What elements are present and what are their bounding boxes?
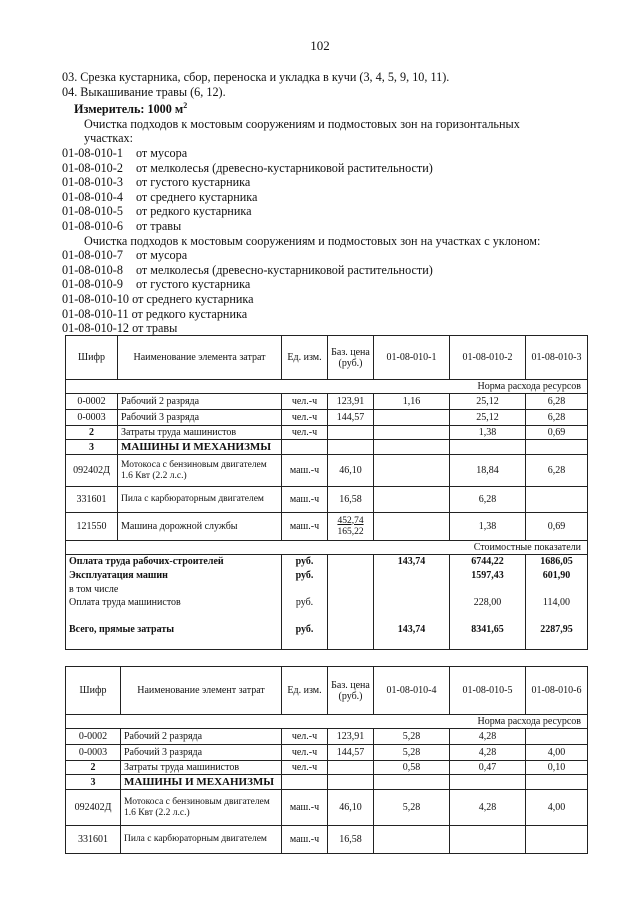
table-cell: чел.-ч	[282, 745, 328, 761]
table-cell	[282, 440, 328, 455]
group1-item: 01-08-010-5 от редкого кустарника	[62, 204, 252, 219]
table-cell: Затраты труда машинистов	[118, 426, 282, 440]
table-cell	[450, 583, 526, 596]
table-cell: 18,84	[450, 455, 526, 487]
table-cell: 121550	[66, 513, 118, 541]
header-col-3: 01-08-010-6	[526, 667, 588, 715]
table-cell: руб.	[282, 569, 328, 583]
table-cell: в том числе	[66, 583, 282, 596]
table-cell: 114,00	[526, 596, 588, 610]
table-cell: маш.-ч	[282, 487, 328, 513]
table-cell: 1686,05	[526, 555, 588, 569]
table-cell: 2	[66, 761, 121, 775]
table-cell	[526, 440, 588, 455]
table-cell: 1597,43	[450, 569, 526, 583]
table-cell	[374, 826, 450, 854]
table-cell: 25,12	[450, 394, 526, 410]
table-row	[66, 394, 588, 410]
cost-row	[66, 555, 588, 569]
table-cell: 0,47	[450, 761, 526, 775]
table-cell: Мотокоса с бензиновым двигателем 1.6 Квт (2.2 л.с.)	[121, 790, 282, 826]
header-col-3: 01-08-010-3	[526, 336, 588, 380]
table-cell	[374, 569, 450, 583]
group1-item: 01-08-010-2 от мелколесья (древесно-кустарниковой растительности)	[62, 160, 433, 175]
table-cell: 6,28	[526, 455, 588, 487]
table-cell: маш.-ч	[282, 826, 328, 854]
table-row	[66, 761, 588, 775]
table-cell: МАШИНЫ И МЕХАНИЗМЫ	[118, 440, 282, 455]
header-unit: Ед. изм.	[282, 336, 328, 380]
table-row	[66, 826, 588, 854]
header-col-1: 01-08-010-1	[374, 336, 450, 380]
table-cell	[526, 775, 588, 790]
table-row	[66, 410, 588, 426]
norm-label: Норма расхода ресурсов	[66, 380, 588, 394]
table-cell	[374, 596, 450, 610]
table-cell: Мотокоса с бензиновым двигателем 1.6 Квт (2.2 л.с.)	[118, 455, 282, 487]
table-cell	[526, 487, 588, 513]
table-cell	[328, 610, 374, 650]
table-cell: 1,38	[450, 513, 526, 541]
header-unit: Ед. изм.	[282, 667, 328, 715]
table-cell: Оплата труда машинистов	[66, 596, 282, 610]
table-cell: 331601	[66, 826, 121, 854]
table-cell: 4,00	[526, 790, 588, 826]
table-cell: 143,74	[374, 555, 450, 569]
table-cell	[282, 775, 328, 790]
table-cell: 16,58	[328, 826, 374, 854]
group2-item: 01-08-010-9 от густого кустарника	[62, 277, 251, 292]
cost-label: Стоимостные показатели	[66, 541, 588, 555]
table-cell: Рабочий 2 разряда	[118, 394, 282, 410]
table-cell: Затраты труда машинистов	[121, 761, 282, 775]
table-cell: 123,91	[328, 394, 374, 410]
table-cell: 144,57	[328, 410, 374, 426]
header-name: Наименование элемент затрат	[121, 667, 282, 715]
table-cell: 46,10	[328, 790, 374, 826]
table-cell: 4,28	[450, 745, 526, 761]
table-row	[66, 426, 588, 440]
resource-table-1	[65, 335, 588, 650]
table-cell: МАШИНЫ И МЕХАНИЗМЫ	[121, 775, 282, 790]
table-cell: 0,58	[374, 761, 450, 775]
table-cell: 4,28	[450, 729, 526, 745]
resource-table-2	[65, 666, 588, 854]
table-cell: 2287,95	[526, 610, 588, 650]
group1-item: 01-08-010-4 от среднего кустарника	[62, 189, 258, 204]
header-col-2: 01-08-010-2	[450, 336, 526, 380]
table-row	[66, 729, 588, 745]
table-cell	[328, 569, 374, 583]
table-cell: руб.	[282, 555, 328, 569]
table-cell: 6,28	[526, 410, 588, 426]
table-cell	[526, 583, 588, 596]
table-cell: 331601	[66, 487, 118, 513]
section-intro	[62, 70, 582, 336]
table-cell: 5,28	[374, 790, 450, 826]
table-cell: 6,28	[526, 394, 588, 410]
table-cell	[328, 426, 374, 440]
table-header-row	[66, 336, 588, 380]
group2-item: 01-08-010-8 от мелколесья (древесно-кустарниковой растительности)	[62, 262, 433, 277]
cost-row	[66, 569, 588, 583]
table-cell	[328, 555, 374, 569]
table-cell: Эксплуатация машин	[66, 569, 282, 583]
table-cell: маш.-ч	[282, 790, 328, 826]
table-row	[66, 487, 588, 513]
table-cell: маш.-ч	[282, 513, 328, 541]
table-cell: 46,10	[328, 455, 374, 487]
header-price: Баз. цена (руб.)	[328, 336, 374, 380]
table-cell: 16,58	[328, 487, 374, 513]
table-cell: 0-0002	[66, 394, 118, 410]
table-cell	[328, 775, 374, 790]
table-cell: чел.-ч	[282, 761, 328, 775]
group1-heading-2: участках:	[84, 131, 133, 146]
header-col-2: 01-08-010-5	[450, 667, 526, 715]
table-cell: 0,69	[526, 513, 588, 541]
table-cell	[374, 513, 450, 541]
section-row	[66, 775, 588, 790]
table-cell: 6744,22	[450, 555, 526, 569]
table-cell: 452,74 165,22	[328, 513, 374, 541]
intro-line-2: 04. Выкашивание травы (6, 12).	[62, 84, 226, 99]
table-cell: 0,69	[526, 426, 588, 440]
group1-item: 01-08-010-3 от густого кустарника	[62, 175, 251, 190]
table-cell: руб.	[282, 610, 328, 650]
table-cell	[282, 583, 328, 596]
header-code: Шифр	[66, 336, 118, 380]
group1-item: 01-08-010-1 от мусора	[62, 146, 188, 161]
table-cell: Рабочий 2 разряда	[121, 729, 282, 745]
group1-item: 01-08-010-6 от травы	[62, 219, 182, 233]
table-cell: 5,28	[374, 745, 450, 761]
group2-item: 01-08-010-11 от редкого кустарника	[62, 306, 248, 321]
table-row	[66, 513, 588, 541]
table-cell	[328, 761, 374, 775]
table-cell: Всего, прямые затраты	[66, 610, 282, 650]
intro-line-1: 03. Срезка кустарника, сбор, переноска и укладка в кучи (3, 4, 5, 9, 10, 11).	[62, 70, 450, 84]
header-code: Шифр	[66, 667, 121, 715]
table-cell: 3	[66, 440, 118, 455]
group2-item: 01-08-010-10 от среднего кустарника	[62, 291, 254, 306]
table-cell: 143,74	[374, 610, 450, 650]
table-cell: 092402Д	[66, 455, 118, 487]
cost-row	[66, 583, 588, 596]
table-cell	[526, 729, 588, 745]
table-cell: Рабочий 3 разряда	[118, 410, 282, 426]
page-number: 102	[310, 38, 330, 53]
measure-unit: Измеритель: 1000 $м^2$	[74, 101, 188, 117]
table-cell	[328, 596, 374, 610]
table-cell: 5,28	[374, 729, 450, 745]
table-cell	[374, 410, 450, 426]
table-cell: 4,28	[450, 790, 526, 826]
table-row	[66, 745, 588, 761]
group2-item: 01-08-010-7 от мусора	[62, 248, 188, 263]
group2-item: 01-08-010-12 от травы	[62, 321, 178, 336]
header-price: Баз. цена (руб.)	[328, 667, 374, 715]
table-cell	[374, 583, 450, 596]
table-row	[66, 455, 588, 487]
cost-total-row	[66, 610, 588, 650]
cost-row	[66, 596, 588, 610]
group1-heading-1: Очистка подходов к мостовым сооружениям и подмостовых зон на горизонтальных	[84, 116, 520, 131]
group2-heading: Очистка подходов к мостовым сооружениям и подмостовых зон на участках с уклоном:	[84, 233, 541, 248]
table-cell: Пила с карбюраторным двигателем	[118, 487, 282, 513]
table-cell	[374, 440, 450, 455]
table-cell: 6,28	[450, 487, 526, 513]
table-cell	[328, 583, 374, 596]
table-cell: чел.-ч	[282, 394, 328, 410]
table-cell: 8341,65	[450, 610, 526, 650]
table-cell: 0-0002	[66, 729, 121, 745]
table-cell: Машина дорожной службы	[118, 513, 282, 541]
table-cell	[450, 775, 526, 790]
header-col-1: 01-08-010-4	[374, 667, 450, 715]
table-cell: 228,00	[450, 596, 526, 610]
table-cell: 0,10	[526, 761, 588, 775]
table-cell: 1,38	[450, 426, 526, 440]
table-cell: чел.-ч	[282, 729, 328, 745]
table-cell	[374, 487, 450, 513]
table-cell	[526, 826, 588, 854]
table-cell: чел.-ч	[282, 410, 328, 426]
table-row	[66, 790, 588, 826]
table-cell: 3	[66, 775, 121, 790]
table-cell: 092402Д	[66, 790, 121, 826]
table-cell: Рабочий 3 разряда	[121, 745, 282, 761]
table-cell	[450, 440, 526, 455]
table-cell: 144,57	[328, 745, 374, 761]
table-cell	[450, 826, 526, 854]
table-cell	[374, 775, 450, 790]
table-cell: 2	[66, 426, 118, 440]
header-name: Наименование элемента затрат	[118, 336, 282, 380]
table-cell	[374, 455, 450, 487]
table-cell: руб.	[282, 596, 328, 610]
table-cell: 123,91	[328, 729, 374, 745]
table-cell: 601,90	[526, 569, 588, 583]
table-cell: чел.-ч	[282, 426, 328, 440]
table-cell: маш.-ч	[282, 455, 328, 487]
table-cell	[328, 440, 374, 455]
table-cell: 25,12	[450, 410, 526, 426]
table-cell: 0-0003	[66, 410, 118, 426]
norm-label: Норма расхода ресурсов	[66, 715, 588, 729]
table-cell: Пила с карбюраторным двигателем	[121, 826, 282, 854]
table-cell: 1,16	[374, 394, 450, 410]
table-header-row	[66, 667, 588, 715]
table-cell	[374, 426, 450, 440]
section-row	[66, 440, 588, 455]
table-cell: Оплата труда рабочих-строителей	[66, 555, 282, 569]
table-cell: 0-0003	[66, 745, 121, 761]
table-cell: 4,00	[526, 745, 588, 761]
